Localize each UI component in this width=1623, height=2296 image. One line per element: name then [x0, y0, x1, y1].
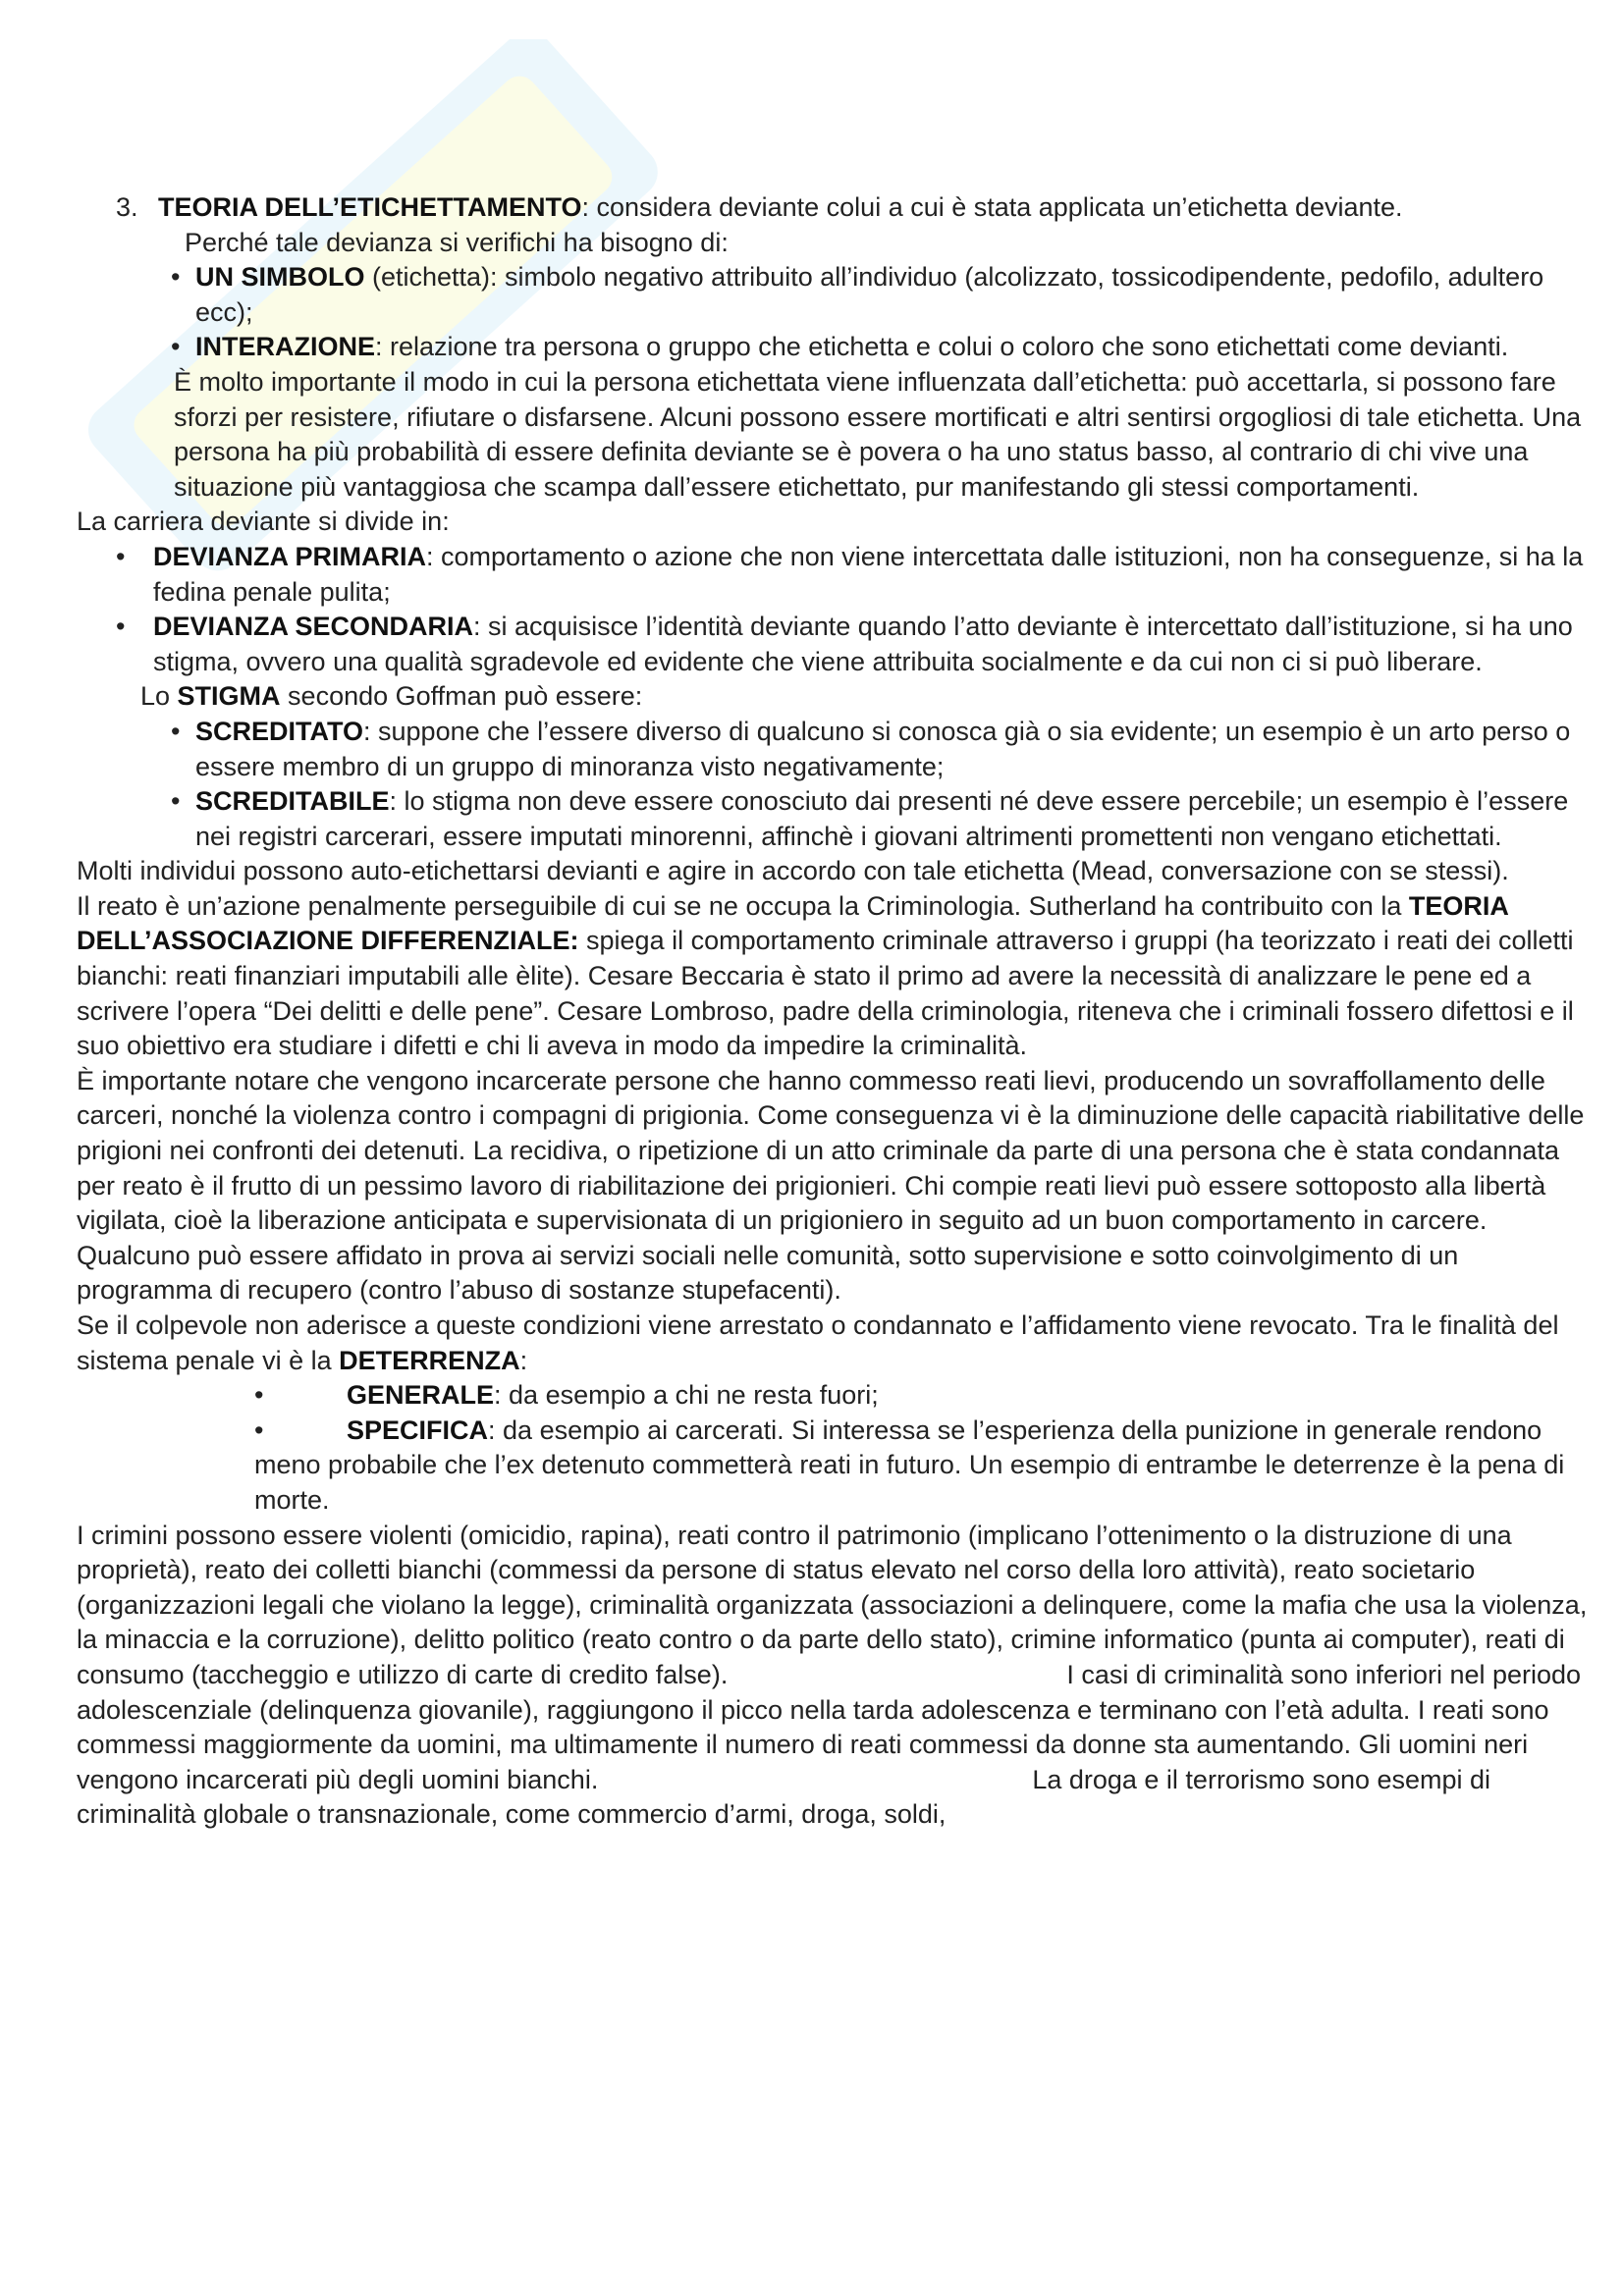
section-3-paragraph: È molto importante il modo in cui la persona etichettata viene influenzata dall’etichetta: può accettarla, si possono fare sforzi per resistere, rifiutare o disfarsene. Alcuni possono essere mortificati e altri sentirsi orgogliosi di tale etichetta. Una persona ha più probabilità di essere definita deviante se è povera o ha uno status basso, al contrario di chi vive una situazione più vantaggiosa che scampa dall’essere etichettato, pur manifestando gli stessi comportamenti.	[174, 366, 1582, 502]
term-stigma: STIGMA	[177, 681, 281, 712]
list-item	[77, 715, 1596, 784]
list-item	[77, 610, 1596, 679]
item-text: : da esempio a chi ne resta fuori;	[494, 1380, 879, 1411]
colpevole-text-a: Se il colpevole non aderisce a queste condizioni viene arrestato o condannato e l’affidamento viene revocato. Tra le finalità del sistema penale vi è la	[77, 1310, 1559, 1375]
bullet-icon: •	[116, 612, 126, 642]
crimini-text-a: I crimini possono essere violenti (omicidio, rapina), reati contro il patrimonio (implicano l’ottenimento o la distruzione di una proprietà), reato dei colletti bianchi (commessi da persone di status elevato nel corso della loro attività), reato societario (organizzazioni legali che violano la legge), criminalità organizzata (associazioni a delinquere, come la mafia che usa la violenza, la minaccia e la corruzione), delitto politico (reato contro o da parte dello stato), crimine informatico (punta ai computer), reati di consumo (taccheggio e utilizzo di carte di credito false).	[77, 1520, 1588, 1689]
crimini-text-c: La droga e il terrorismo sono esempi di criminalità globale o transnazionale, come commercio d’armi, droga, soldi,	[77, 1764, 1491, 1830]
paragraph-reato	[77, 889, 1596, 1064]
list-item	[77, 540, 1596, 610]
bullet-icon: •	[254, 1380, 264, 1411]
item-text: : suppone che l’essere diverso di qualcuno si conosca già o sia evidente; un esempio è un arto perso o essere membro di un gruppo di minoranza visto negativamente;	[195, 716, 1571, 781]
item-text: : relazione tra persona o gruppo che etichetta e colui o coloro che sono etichettati come devianti.	[375, 332, 1509, 362]
bullet-icon: •	[171, 332, 181, 362]
list-item	[77, 1414, 1596, 1519]
term-un-simbolo: UN SIMBOLO	[195, 262, 365, 293]
bullet-icon: •	[254, 1415, 264, 1445]
item-text: (etichetta): simbolo negativo attribuito all’individuo (alcolizzato, tossicodipendente, pedofilo, adultero ecc);	[195, 262, 1544, 327]
section-3-intro2: Perché tale devianza si verifichi ha bisogno di:	[185, 227, 729, 257]
bullet-icon: •	[171, 786, 181, 817]
reato-text-b: spiega il comportamento criminale attraverso i gruppi (ha teorizzato i reati dei colletti bianchi: reati finanziari imputabili alle èlite). Cesare Beccaria è stato il primo ad avere la necessità di analizzare le pene ed a scrivere l’opera “Dei delitti e delle pene”. Cesare Lombroso, padre della criminologia, riteneva che i criminali fossero difettosi e il suo obiettivo era studiare i difetti e chi li aveva in modo da impedire la criminalità.	[77, 926, 1574, 1061]
colpevole-text-b: :	[519, 1345, 528, 1375]
section-3-intro: : considera deviante colui a cui è stata applicata un’etichetta deviante.	[581, 192, 1403, 222]
career-intro: La carriera deviante si divide in:	[77, 507, 450, 537]
reato-text-a: Il reato è un’azione penalmente perseguibile di cui se ne occupa la Criminologia. Sutherland ha contribuito con la	[77, 890, 1409, 921]
list-item	[77, 1378, 1596, 1414]
list-item	[77, 330, 1596, 365]
paragraph-colpevole	[77, 1308, 1596, 1378]
bullet-icon: •	[171, 262, 181, 293]
term-interazione: INTERAZIONE	[195, 332, 376, 362]
term-deterrenza: DETERRENZA	[339, 1345, 520, 1375]
term-screditato: SCREDITATO	[195, 716, 364, 746]
item-text: : da esempio ai carcerati. Si interessa se l’esperienza della punizione in generale rendono meno probabile che l’ex detenuto commetterà reati in futuro. Un esempio di entrambe le deterrenze è la pena di morte.	[254, 1415, 1565, 1515]
bullet-icon: •	[171, 716, 181, 746]
paragraph-auto-etichettamento: Molti individui possono auto-etichettarsi devianti e agire in accordo con tale etichetta (Mead, conversazione con se stessi).	[77, 856, 1509, 886]
paragraph-crimini	[77, 1519, 1596, 1833]
section-3-heading	[158, 190, 1596, 226]
term-generale: GENERALE	[347, 1380, 495, 1411]
term-screditabile: SCREDITABILE	[195, 786, 390, 817]
list-item	[77, 260, 1596, 330]
item-text: : comportamento o azione che non viene intercettata dalle istituzioni, non ha conseguenze, si ha la fedina penale pulita;	[153, 541, 1584, 607]
section-3-title: TEORIA DELL’ETICHETTAMENTO	[158, 192, 582, 222]
section-3	[77, 190, 1596, 260]
item-text: : si acquisisce l’identità deviante quando l’atto deviante è intercettato dall’istituzione, si ha uno stigma, ovvero una qualità sgradevole ed evidente che viene attribuita socialmente e da cui non ci si può liberare.	[153, 612, 1573, 676]
bullet-icon: •	[116, 541, 126, 571]
term-devianza-secondaria: DEVIANZA SECONDARIA	[153, 612, 474, 642]
document-page	[77, 190, 1596, 1833]
paragraph-carceri: È importante notare che vengono incarcerate persone che hanno commesso reati lievi, producendo un sovraffollamento delle carceri, nonché la violenza contro i compagni di prigionia. Come conseguenza vi è la diminuzione delle capacità riabilitative delle prigioni nei confronti dei detenuti. La recidiva, o ripetizione di un atto criminale da parte di una persona che è stata condannata per reato è il frutto di un pessimo lavoro di riabilitazione dei prigionieri. Chi compie reati lievi può essere sottoposto alla libertà vigilata, cioè la liberazione anticipata e supervisionata di un prigioniero in seguito ad un buon comportamento in carcere. Qualcuno può essere affidato in prova ai servizi sociali nelle comunità, sotto supervisione e sotto coinvolgimento di un programma di recupero (contro l’abuso di sostanze stupefacenti).	[77, 1065, 1585, 1306]
section-number: 3.	[116, 192, 138, 222]
stigma-lead: Lo	[140, 681, 178, 712]
term-associazione-differenziale: TEORIA DELL’ASSOCIAZIONE DIFFERENZIALE:	[77, 890, 1508, 956]
term-specifica: SPECIFICA	[347, 1415, 489, 1445]
crimini-text-b: I casi di criminalità sono inferiori nel periodo adolescenziale (delinquenza giovanile), raggiungono il picco nella tarda adolescenza e terminano con l’età adulta. I reati sono commessi maggiormente da uomini, ma ultimamente il numero di reati commessi da donne sta aumentando. Gli uomini neri vengono incarcerati più degli uomini bianchi.	[77, 1659, 1582, 1794]
item-text: : lo stigma non deve essere conosciuto dai presenti né deve essere percebile; un esempio è l’essere nei registri carcerari, essere imputati minorenni, affinchè i giovani altrimenti promettenti non vengano etichettati.	[195, 786, 1569, 851]
stigma-intro	[77, 679, 1596, 715]
term-devianza-primaria: DEVIANZA PRIMARIA	[153, 541, 427, 571]
stigma-rest: secondo Goffman può essere:	[280, 681, 643, 712]
list-item	[77, 784, 1596, 854]
